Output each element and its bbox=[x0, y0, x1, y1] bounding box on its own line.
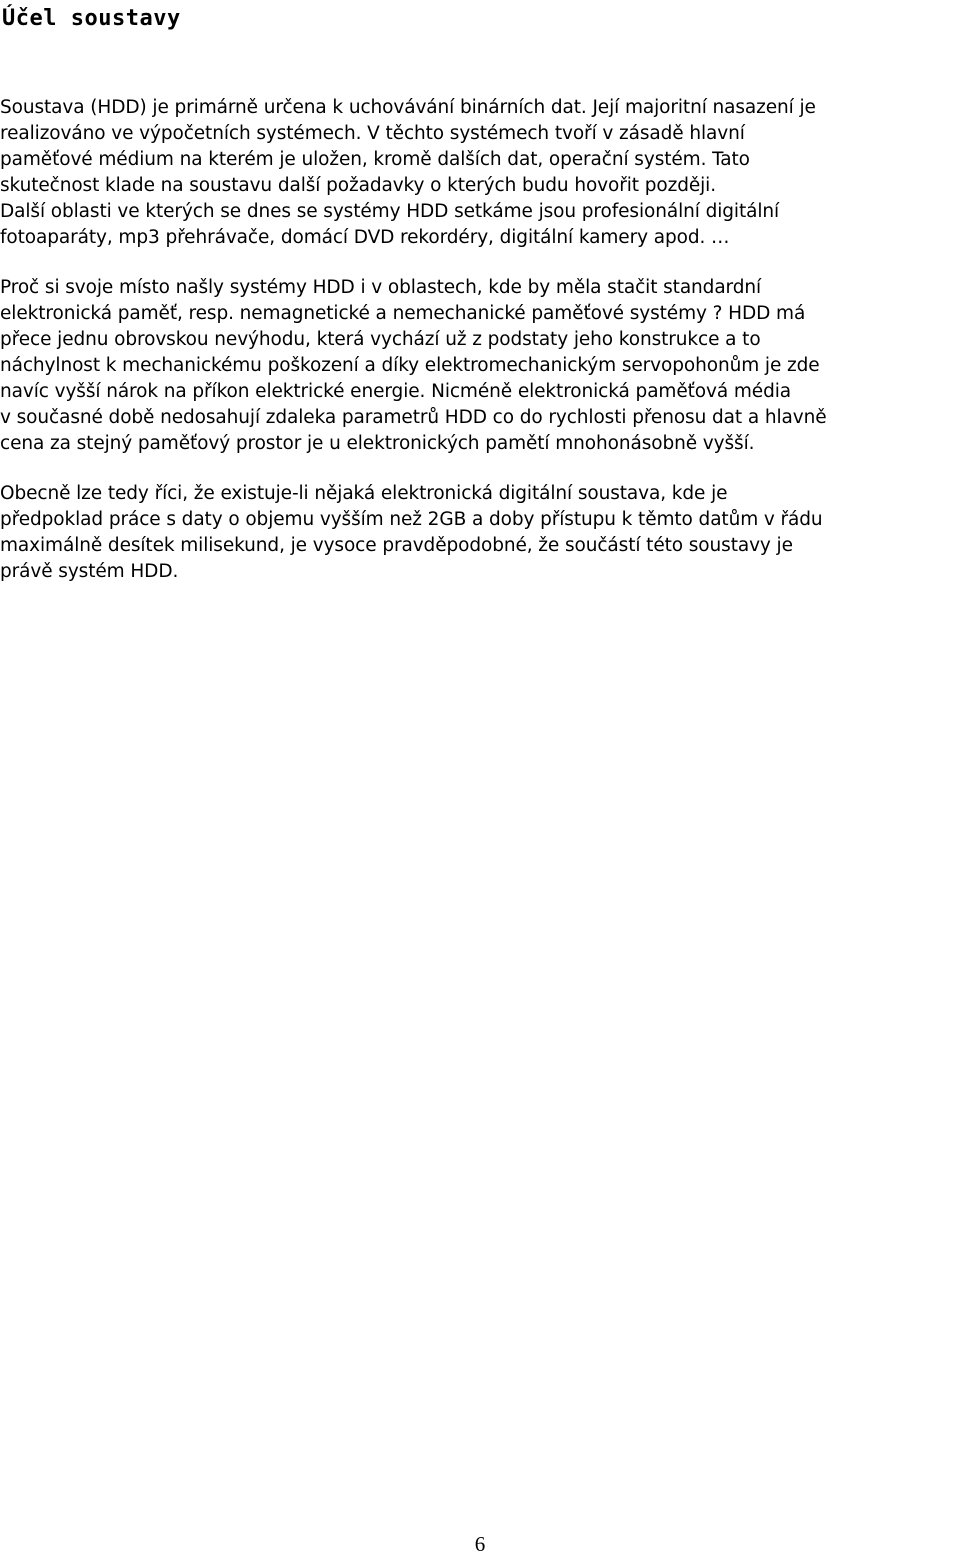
paragraph-line: Soustava (HDD) je primárně určena k uchovávání binárních dat. Její majoritní nasazení je bbox=[0, 97, 816, 118]
paragraph-line: přece jednu obrovskou nevýhodu, která vychází už z podstaty jeho konstrukce a to bbox=[0, 329, 761, 350]
paragraph-line: v současné době nedosahují zdaleka parametrů HDD co do rychlosti přenosu dat a hlavně bbox=[0, 407, 827, 428]
paragraph-line: realizováno ve výpočetních systémech. V těchto systémech tvoří v zásadě hlavní bbox=[0, 123, 745, 144]
paragraph-line: maximálně desítek milisekund, je vysoce pravděpodobné, že součástí této soustavy je bbox=[0, 535, 793, 556]
page-number: 6 bbox=[474, 1532, 486, 1556]
paragraph-line: skutečnost klade na soustavu další požadavky o kterých budu hovořit později. bbox=[0, 175, 716, 196]
paragraph-line: cena za stejný paměťový prostor je u elektronických pamětí mnohonásobně vyšší. bbox=[0, 433, 755, 454]
paragraph-line: právě systém HDD. bbox=[0, 561, 179, 582]
paragraph-hdd-vs-electronic-memory bbox=[0, 275, 960, 457]
paragraph-line: paměťové médium na kterém je uložen, kromě dalších dat, operační systém. Tato bbox=[0, 149, 750, 170]
paragraph-conclusion bbox=[0, 481, 960, 585]
paragraph-line: Proč si svoje místo našly systémy HDD i v oblastech, kde by měla stačit standardní bbox=[0, 277, 762, 298]
paragraph-line: Další oblasti ve kterých se dnes se systémy HDD setkáme jsou profesionální digitální bbox=[0, 201, 780, 222]
section-heading: Účel soustavy bbox=[2, 6, 181, 31]
paragraph-line: elektronická paměť, resp. nemagnetické a nemechanické paměťové systémy ? HDD má bbox=[0, 303, 806, 324]
paragraph-hdd-purpose bbox=[0, 95, 960, 251]
paragraph-line: navíc vyšší nárok na příkon elektrické energie. Nicméně elektronická paměťová média bbox=[0, 381, 791, 402]
paragraph-line: fotoaparáty, mp3 přehrávače, domácí DVD rekordéry, digitální kamery apod. … bbox=[0, 227, 730, 248]
paragraph-line: náchylnost k mechanickému poškození a díky elektromechanickým servopohonům je zde bbox=[0, 355, 820, 376]
paragraph-line: předpoklad práce s daty o objemu vyšším než 2GB a doby přístupu k těmto datům v řádu bbox=[0, 509, 823, 530]
paragraph-line: Obecně lze tedy říci, že existuje-li nějaká elektronická digitální soustava, kde je bbox=[0, 483, 728, 504]
